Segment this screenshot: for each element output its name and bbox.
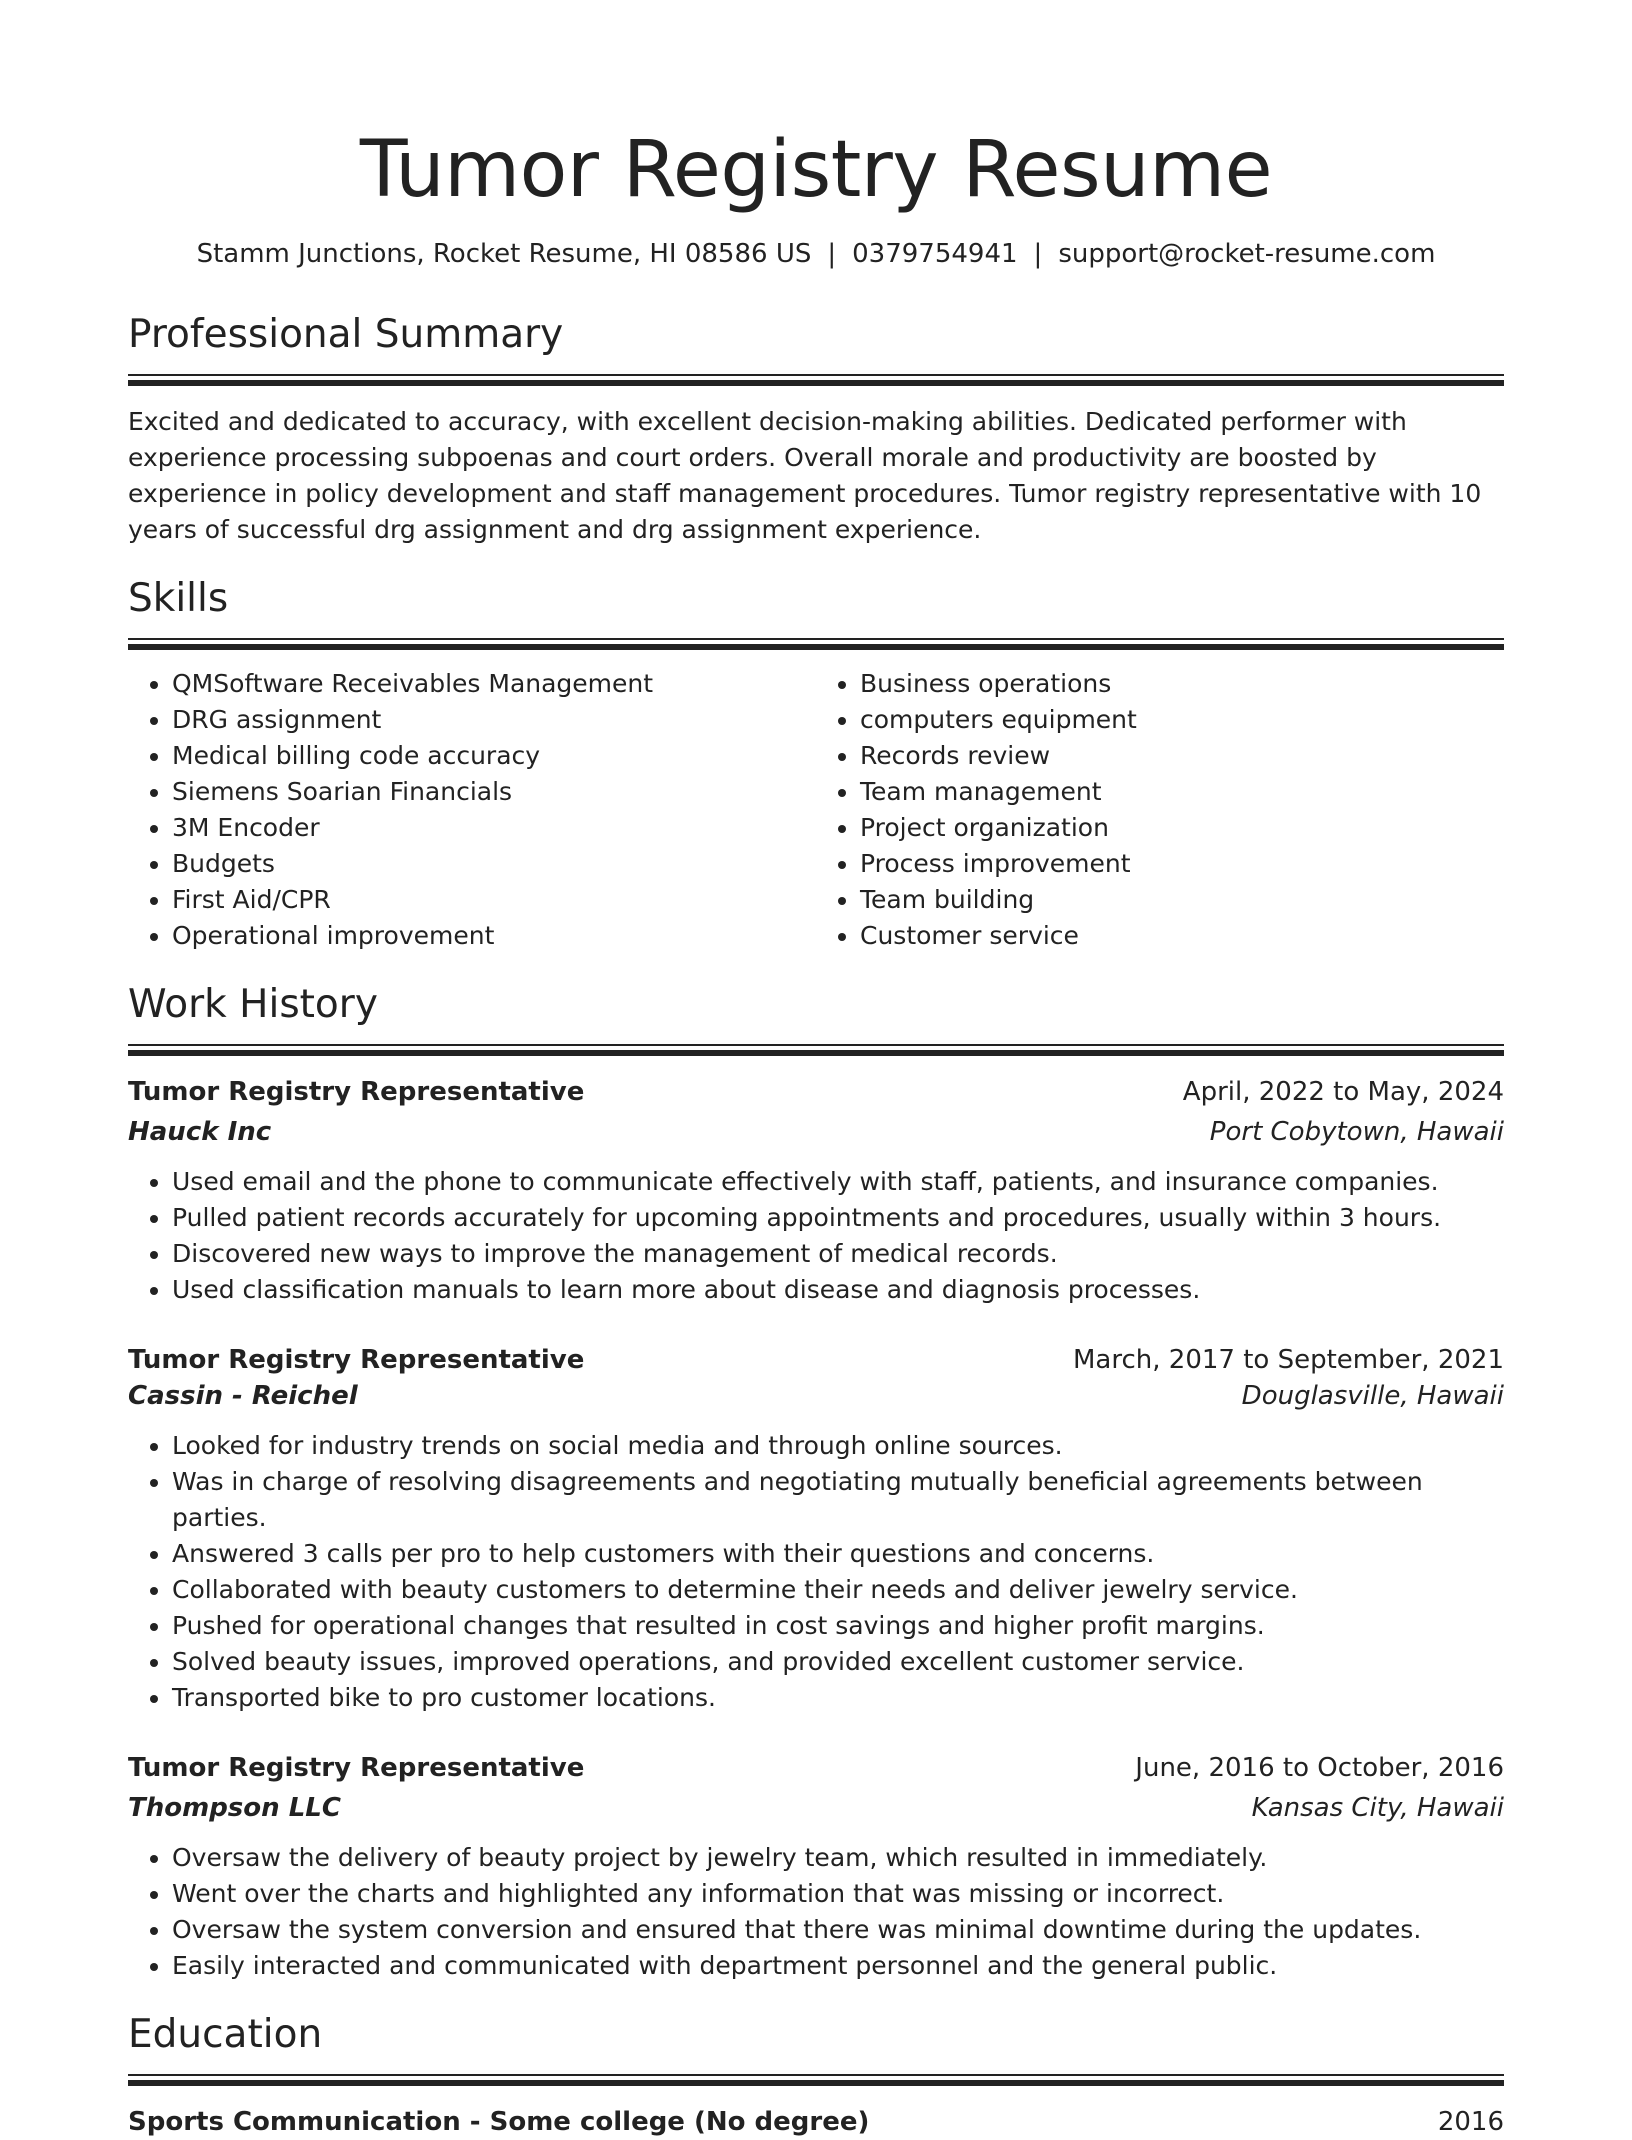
section-divider [128, 374, 1504, 386]
skill-item: • Project organization [860, 810, 1504, 846]
contact-address: Stamm Junctions, Rocket Resume, HI 08586 US [196, 239, 812, 269]
skill-item: • Records review [860, 738, 1504, 774]
job-bullets [128, 1840, 1504, 1984]
work-history-heading: Work History [128, 982, 378, 1027]
job-header [128, 1342, 1504, 1378]
job-bullet: • Solved beauty issues, improved operations, and provided excellent customer service. [172, 1644, 1504, 1680]
job-bullet: • Looked for industry trends on social media and through online sources. [172, 1428, 1504, 1464]
job-location: Port Cobytown, Hawaii [1209, 1117, 1504, 1147]
job-header [128, 1074, 1504, 1110]
job-bullet: • Used email and the phone to communicate effectively with staff, patients, and insurance companies. [172, 1164, 1504, 1200]
job-bullet: • Easily interacted and communicated with department personnel and the general public. [172, 1948, 1504, 1984]
job-bullet: • Collaborated with beauty customers to determine their needs and deliver jewelry service. [172, 1572, 1504, 1608]
job-company: Cassin - Reichel [128, 1381, 358, 1411]
skills-list-right [816, 666, 1504, 954]
education-heading: Education [128, 2012, 323, 2057]
job-title: Tumor Registry Representative [128, 1077, 585, 1107]
job-title: Tumor Registry Representative [128, 1345, 585, 1375]
skill-item: • Team building [860, 882, 1504, 918]
education-entry [128, 2104, 1504, 2140]
summary-heading: Professional Summary [128, 312, 564, 357]
section-divider [128, 638, 1504, 650]
skill-item: • Process improvement [860, 846, 1504, 882]
education-degree: Sports Communication - Some college (No degree) [128, 2107, 870, 2137]
section-divider [128, 2074, 1504, 2086]
job-company: Hauck Inc [128, 1117, 272, 1147]
job-bullet: • Oversaw the delivery of beauty project by jewelry team, which resulted in immediately. [172, 1840, 1504, 1876]
skill-item: • Siemens Soarian Financials [172, 774, 816, 810]
summary-section [128, 310, 1504, 548]
contact-separator: | [827, 239, 837, 269]
skill-item: • Operational improvement [172, 918, 816, 954]
job-bullet: • Pushed for operational changes that resulted in cost savings and higher profit margins. [172, 1608, 1504, 1644]
job-entry [128, 1750, 1504, 1984]
skill-item: • Customer service [860, 918, 1504, 954]
job-bullet: • Transported bike to pro customer locations. [172, 1680, 1504, 1716]
job-bullet: • Was in charge of resolving disagreements and negotiating mutually beneficial agreements between parties. [172, 1464, 1504, 1536]
education-section [128, 2010, 1504, 2140]
job-bullet: • Answered 3 calls per pro to help customers with their questions and concerns. [172, 1536, 1504, 1572]
job-subheader [128, 1378, 1504, 1414]
job-location: Douglasville, Hawaii [1241, 1381, 1504, 1411]
education-year: 2016 [1437, 2107, 1504, 2137]
job-subheader [128, 1114, 1504, 1150]
contact-line [128, 236, 1504, 272]
work-history-section [128, 980, 1504, 1984]
job-bullet: • Oversaw the system conversion and ensured that there was minimal downtime during the updates. [172, 1912, 1504, 1948]
skill-item: • 3M Encoder [172, 810, 816, 846]
job-bullet: • Pulled patient records accurately for upcoming appointments and procedures, usually within 3 hours. [172, 1200, 1504, 1236]
skill-item: • First Aid/CPR [172, 882, 816, 918]
summary-text: Excited and dedicated to accuracy, with excellent decision-making abilities. Dedicated performer with experience processing subpoenas and court orders. Overall morale and productivity are boosted by experience in policy development and staff management procedures. Tumor registry representative with 10 years of successful drg assignment and drg assignment experience. [128, 407, 1482, 544]
job-location: Kansas City, Hawaii [1251, 1793, 1504, 1823]
job-dates: March, 2017 to September, 2021 [1073, 1345, 1504, 1375]
resume-title: Tumor Registry Resume [359, 125, 1273, 215]
skill-item: • Team management [860, 774, 1504, 810]
contact-email: support@rocket-resume.com [1058, 239, 1436, 269]
job-title: Tumor Registry Representative [128, 1753, 585, 1783]
skill-item: • DRG assignment [172, 702, 816, 738]
job-entry [128, 1342, 1504, 1716]
job-company: Thompson LLC [128, 1793, 341, 1823]
job-bullets [128, 1164, 1504, 1308]
job-dates: April, 2022 to May, 2024 [1182, 1077, 1504, 1107]
job-bullets [128, 1428, 1504, 1716]
job-bullet: • Went over the charts and highlighted any information that was missing or incorrect. [172, 1876, 1504, 1912]
job-entry [128, 1074, 1504, 1308]
contact-separator: | [1033, 239, 1043, 269]
job-header [128, 1750, 1504, 1786]
skill-item: • Business operations [860, 666, 1504, 702]
contact-phone: 0379754941 [852, 239, 1018, 269]
job-bullet: • Used classification manuals to learn more about disease and diagnosis processes. [172, 1272, 1504, 1308]
skills-list-left [128, 666, 816, 954]
skill-item: • QMSoftware Receivables Management [172, 666, 816, 702]
section-divider [128, 1044, 1504, 1056]
skills-section [128, 574, 1504, 954]
skill-item: • Budgets [172, 846, 816, 882]
skills-heading: Skills [128, 576, 229, 621]
skill-item: • computers equipment [860, 702, 1504, 738]
skill-item: • Medical billing code accuracy [172, 738, 816, 774]
job-subheader [128, 1790, 1504, 1826]
job-dates: June, 2016 to October, 2016 [1135, 1753, 1504, 1783]
skills-columns [128, 666, 1504, 954]
job-bullet: • Discovered new ways to improve the management of medical records. [172, 1236, 1504, 1272]
